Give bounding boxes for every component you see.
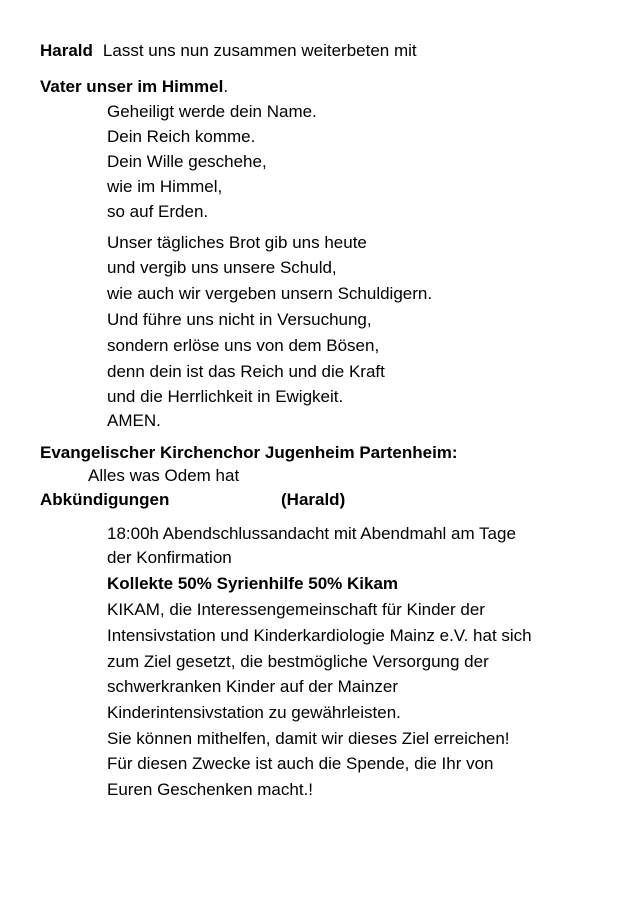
kikam-line: schwerkranken Kinder auf der Mainzer: [107, 677, 399, 696]
prayer-line: Und führe uns nicht in Versuchung,: [107, 310, 372, 329]
prayer-line: und vergib uns unsere Schuld,: [107, 258, 337, 277]
prayer-title: Vater unser im Himmel: [40, 77, 224, 96]
prayer-title-end: .: [223, 77, 229, 96]
choir-song: Alles was Odem hat: [88, 466, 240, 485]
announcement-line: der Konfirmation: [107, 548, 232, 567]
intro-text: Lasst uns nun zusammen weiterbeten mit: [102, 41, 417, 60]
kikam-line: zum Ziel gesetzt, die bestmögliche Versorgung der: [107, 652, 489, 671]
kikam-line: Kinderintensivstation zu gewährleisten.: [107, 703, 401, 722]
prayer-line: so auf Erden.: [107, 202, 209, 221]
choir-heading: Evangelischer Kirchenchor Jugenheim Partenheim:: [40, 443, 458, 462]
prayer-line: wie auch wir vergeben unsern Schuldigern.: [107, 284, 433, 303]
prayer-line: wie im Himmel,: [107, 177, 223, 196]
prayer-title-line: [40, 75, 228, 99]
kikam-line: Intensivstation und Kinderkardiologie Mainz e.V. hat sich: [107, 626, 532, 645]
intro-speaker: Harald: [40, 41, 93, 60]
kikam-line: Sie können mithelfen, damit wir dieses Ziel erreichen!: [107, 729, 510, 748]
prayer-line: Dein Wille geschehe,: [107, 152, 267, 171]
prayer-line: und die Herrlichkeit in Ewigkeit.: [107, 387, 344, 406]
intro-line: [40, 39, 417, 63]
prayer-line: Geheiligt werde dein Name.: [107, 102, 317, 121]
announcement-line: 18:00h Abendschlussandacht mit Abendmahl am Tage: [107, 524, 516, 543]
kikam-line: Euren Geschenken macht.!: [107, 780, 314, 799]
announcements-speaker: (Harald): [281, 490, 346, 509]
collection-line: Kollekte 50% Syrienhilfe 50% Kikam: [107, 574, 399, 593]
kikam-line: KIKAM, die Interessengemeinschaft für Kinder der: [107, 600, 485, 619]
kikam-line: Für diesen Zwecke ist auch die Spende, die Ihr von: [107, 754, 494, 773]
announcements-heading: Abkündigungen: [40, 490, 170, 509]
prayer-line: denn dein ist das Reich und die Kraft: [107, 362, 385, 381]
prayer-line: sondern erlöse uns von dem Bösen,: [107, 336, 380, 355]
prayer-line: Dein Reich komme.: [107, 127, 256, 146]
prayer-line: AMEN.: [107, 411, 161, 430]
prayer-line: Unser tägliches Brot gib uns heute: [107, 233, 367, 252]
